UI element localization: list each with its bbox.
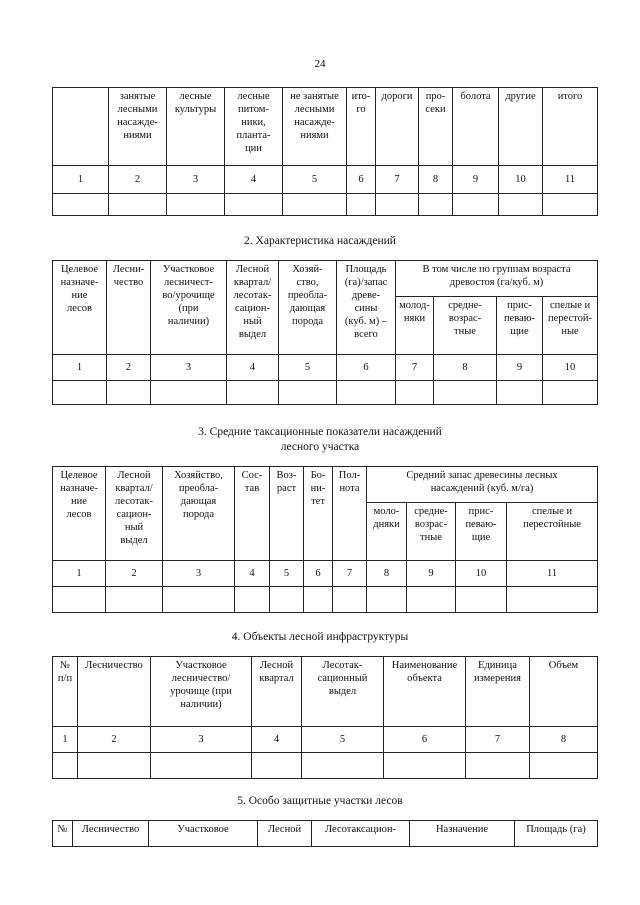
subheader-cell: спелые и перестойные <box>507 503 598 561</box>
data-cell[interactable] <box>107 381 151 405</box>
data-cell[interactable] <box>347 194 376 216</box>
column-number: 3 <box>151 727 252 753</box>
header-cell: болота <box>453 88 499 166</box>
subheader-cell: средне- возрас- тные <box>434 297 497 355</box>
data-cell[interactable] <box>227 381 279 405</box>
data-cell[interactable] <box>302 753 384 779</box>
table-header-row <box>53 821 598 847</box>
column-number: 10 <box>499 166 543 194</box>
data-cell[interactable] <box>434 381 497 405</box>
data-cell[interactable] <box>396 381 434 405</box>
column-number: 6 <box>347 166 376 194</box>
column-number: 6 <box>304 561 333 587</box>
header-cell: Хозяйство, преобла- дающая порода <box>163 467 235 561</box>
column-number: 7 <box>466 727 530 753</box>
column-number: 9 <box>453 166 499 194</box>
data-cell[interactable] <box>497 381 543 405</box>
data-cell[interactable] <box>530 753 598 779</box>
column-number: 10 <box>456 561 507 587</box>
header-cell: Воз- раст <box>270 467 304 561</box>
header-cell: про- секи <box>419 88 453 166</box>
column-number: 5 <box>302 727 384 753</box>
section-title: 3. Средние таксационные показатели насаждений лесного участка <box>198 426 442 453</box>
data-cell[interactable] <box>419 194 453 216</box>
header-cell: Площадь (га)/запас древе- сины (куб. м) – всего <box>337 261 396 355</box>
column-number: 7 <box>396 355 434 381</box>
data-cell[interactable] <box>151 753 252 779</box>
data-cell[interactable] <box>283 194 347 216</box>
empty-data-row <box>53 587 598 613</box>
header-cell: № <box>53 821 73 847</box>
column-number: 5 <box>279 355 337 381</box>
data-cell[interactable] <box>78 753 151 779</box>
data-cell[interactable] <box>163 587 235 613</box>
header-cell: лесные культуры <box>167 88 225 166</box>
header-cell: Лесной <box>258 821 312 847</box>
column-number: 9 <box>497 355 543 381</box>
column-number: 8 <box>419 166 453 194</box>
protective-areas-table <box>52 820 598 847</box>
data-cell[interactable] <box>453 194 499 216</box>
subheader-cell: средне- возрас- тные <box>407 503 456 561</box>
column-number: 4 <box>225 166 283 194</box>
header-cell: Лесной квартал <box>252 657 302 727</box>
column-number: 3 <box>163 561 235 587</box>
header-cell: Наименование объекта <box>384 657 466 727</box>
data-cell[interactable] <box>507 587 598 613</box>
column-number-row <box>53 166 598 194</box>
table-header-row <box>53 261 598 297</box>
header-cell: Объем <box>530 657 598 727</box>
group-header-cell: В том числе по группам возраста древостоя (га/куб. м) <box>396 261 598 297</box>
group-header-cell: Средний запас древесины лесных насаждений (куб. м/га) <box>367 467 598 503</box>
header-cell: Единица измерения <box>466 657 530 727</box>
header-cell: Лесничество <box>78 657 151 727</box>
column-number: 8 <box>530 727 598 753</box>
data-cell[interactable] <box>252 753 302 779</box>
column-number: 6 <box>337 355 396 381</box>
data-cell[interactable] <box>499 194 543 216</box>
header-cell: не занятые лесными насажде- ниями <box>283 88 347 166</box>
header-cell: Лесотак- сационный выдел <box>302 657 384 727</box>
data-cell[interactable] <box>543 194 598 216</box>
column-number: 3 <box>151 355 227 381</box>
header-cell: Лесной квартал/ лесотак- сацион- ный выдел <box>227 261 279 355</box>
column-number: 8 <box>434 355 497 381</box>
header-cell: Хозяй- ство, преобла- дающая порода <box>279 261 337 355</box>
data-cell[interactable] <box>109 194 167 216</box>
column-number: 11 <box>507 561 598 587</box>
header-cell: Пол- нота <box>333 467 367 561</box>
section-title: 4. Объекты лесной инфраструктуры <box>231 631 409 643</box>
column-number: 11 <box>543 166 598 194</box>
column-number: 9 <box>407 561 456 587</box>
table-header-row <box>53 657 598 727</box>
header-cell: итого <box>543 88 598 166</box>
data-cell[interactable] <box>543 381 598 405</box>
empty-data-row <box>53 194 598 216</box>
column-number: 7 <box>376 166 419 194</box>
header-cell: Лесничество <box>73 821 149 847</box>
subheader-cell: прис- певаю- щие <box>456 503 507 561</box>
column-number: 1 <box>53 561 106 587</box>
column-number: 4 <box>227 355 279 381</box>
empty-data-row <box>53 753 598 779</box>
section-title: 2. Характеристика насаждений <box>244 235 396 247</box>
taxation-indicators-table <box>52 466 598 613</box>
data-cell[interactable] <box>53 381 107 405</box>
column-number: 4 <box>252 727 302 753</box>
subheader-cell: моло- дняки <box>367 503 407 561</box>
column-number: 4 <box>235 561 270 587</box>
column-number: 2 <box>109 166 167 194</box>
data-cell[interactable] <box>407 587 456 613</box>
header-cell: Участковое лесничест- во/урочище (при наличии) <box>151 261 227 355</box>
header-cell: Лесной квартал/ лесотак- сацион- ный выдел <box>106 467 163 561</box>
data-cell[interactable] <box>456 587 507 613</box>
page-number: 24 <box>314 58 326 70</box>
data-cell[interactable] <box>53 194 109 216</box>
stands-characteristics-table <box>52 260 598 405</box>
column-number: 6 <box>384 727 466 753</box>
header-cell: Участковое <box>149 821 258 847</box>
column-number: 8 <box>367 561 407 587</box>
column-number: 2 <box>107 355 151 381</box>
header-cell: Целевое назначе- ние лесов <box>53 261 107 355</box>
header-cell: Бо- ни- тет <box>304 467 333 561</box>
data-cell[interactable] <box>384 753 466 779</box>
header-cell: Целевое назначе- ние лесов <box>53 467 106 561</box>
header-cell: № п/п <box>53 657 78 727</box>
subheader-cell: спелые и перестой- ные <box>543 297 598 355</box>
column-number: 3 <box>167 166 225 194</box>
subheader-cell: прис- певаю- щие <box>497 297 543 355</box>
table-header-row <box>53 467 598 503</box>
header-cell: Участковое лесничество/ урочище (при наличии) <box>151 657 252 727</box>
subheader-cell: молод- няки <box>396 297 434 355</box>
section-title: 5. Особо защитные участки лесов <box>237 795 403 807</box>
data-cell[interactable] <box>225 194 283 216</box>
header-cell: Лесотаксацион- <box>312 821 410 847</box>
land-table <box>52 87 598 216</box>
data-cell[interactable] <box>235 587 270 613</box>
header-cell: дороги <box>376 88 419 166</box>
header-cell: Площадь (га) <box>515 821 598 847</box>
data-cell[interactable] <box>466 753 530 779</box>
column-number: 5 <box>270 561 304 587</box>
table-header-row <box>53 88 598 166</box>
column-number-row <box>53 727 598 753</box>
empty-data-row <box>53 381 598 405</box>
column-number: 1 <box>53 355 107 381</box>
header-cell: другие <box>499 88 543 166</box>
data-cell[interactable] <box>270 587 304 613</box>
header-cell: занятые лесными насажде- ниями <box>109 88 167 166</box>
header-cell: лесные питом- ники, планта- ции <box>225 88 283 166</box>
column-number: 1 <box>53 166 109 194</box>
data-cell[interactable] <box>279 381 337 405</box>
header-cell: Лесни- чество <box>107 261 151 355</box>
column-number: 7 <box>333 561 367 587</box>
header-cell: Сос- тав <box>235 467 270 561</box>
column-number: 10 <box>543 355 598 381</box>
data-cell[interactable] <box>367 587 407 613</box>
forest-infrastructure-table <box>52 656 598 779</box>
header-cell <box>53 88 109 166</box>
data-cell[interactable] <box>304 587 333 613</box>
data-cell[interactable] <box>53 753 78 779</box>
data-cell[interactable] <box>106 587 163 613</box>
data-cell[interactable] <box>167 194 225 216</box>
column-number: 2 <box>106 561 163 587</box>
data-cell[interactable] <box>376 194 419 216</box>
column-number: 2 <box>78 727 151 753</box>
data-cell[interactable] <box>151 381 227 405</box>
column-number-row <box>53 355 598 381</box>
column-number: 5 <box>283 166 347 194</box>
data-cell[interactable] <box>53 587 106 613</box>
column-number: 1 <box>53 727 78 753</box>
column-number-row <box>53 561 598 587</box>
data-cell[interactable] <box>337 381 396 405</box>
header-cell: ито- го <box>347 88 376 166</box>
header-cell: Назначение <box>410 821 515 847</box>
data-cell[interactable] <box>333 587 367 613</box>
